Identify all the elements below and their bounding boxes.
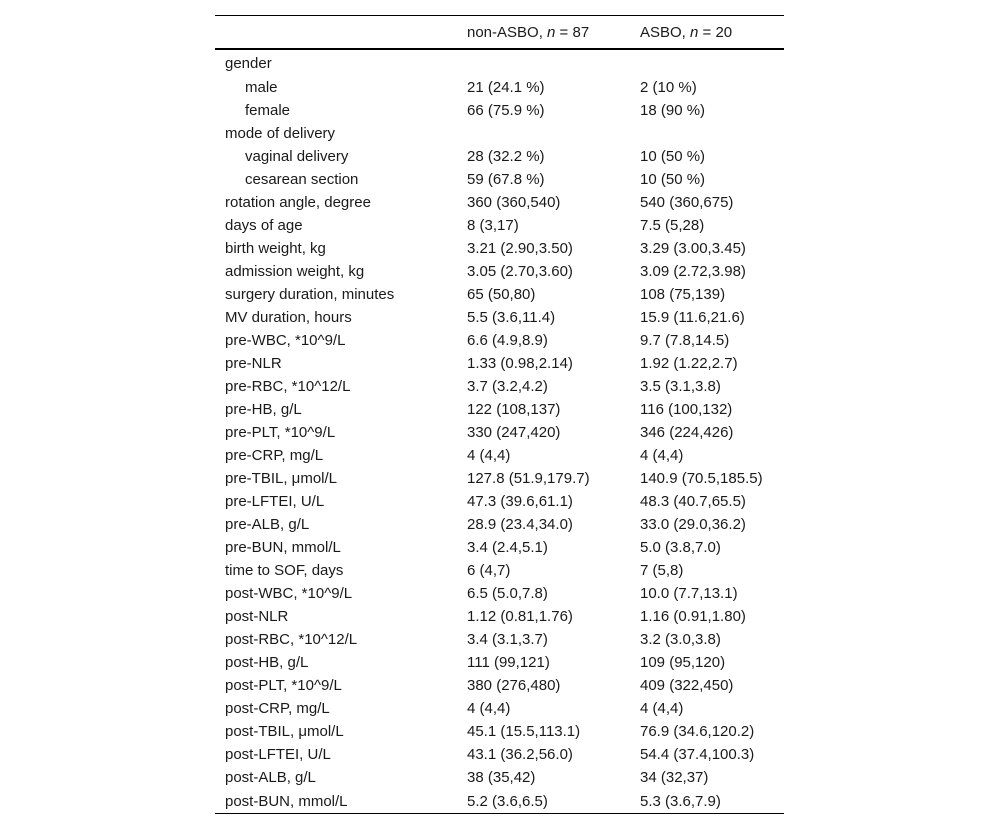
row-label: days of age — [225, 217, 303, 234]
asbo-value: 3.29 (3.00,3.45) — [640, 240, 746, 257]
header-non-asbo — [467, 16, 640, 50]
table-body — [215, 49, 784, 814]
table-row — [215, 168, 784, 191]
non-asbo-value: 5.2 (3.6,6.5) — [467, 789, 640, 814]
non-asbo-value: 65 (50,80) — [467, 286, 536, 303]
non-asbo-value: 3.4 (3.1,3.7) — [467, 631, 548, 648]
asbo-value: 4 (4,4) — [640, 700, 684, 717]
asbo-value: 7 (5,8) — [640, 562, 684, 579]
non-asbo-value: 3.4 (2.4,5.1) — [467, 539, 548, 556]
comparison-table-container — [215, 15, 784, 814]
asbo-value: 5.0 (3.8,7.0) — [640, 539, 721, 556]
non-asbo-value: 66 (75.9 %) — [467, 102, 545, 119]
table-row — [215, 490, 784, 513]
non-asbo-value: 1.33 (0.98,2.14) — [467, 355, 573, 372]
non-asbo-value: 8 (3,17) — [467, 217, 519, 234]
row-label: pre-WBC, *10^9/L — [225, 332, 346, 349]
non-asbo-value: 45.1 (15.5,113.1) — [467, 723, 581, 740]
table-row — [215, 99, 784, 122]
row-label: pre-ALB, g/L — [225, 516, 310, 533]
header-asbo — [640, 16, 784, 50]
table-row — [215, 444, 784, 467]
table-row — [215, 743, 784, 766]
asbo-value: 4 (4,4) — [640, 447, 684, 464]
header-asbo-count: = 20 — [698, 23, 733, 41]
row-label: post-LFTEI, U/L — [225, 746, 331, 763]
row-label: pre-LFTEI, U/L — [225, 493, 325, 510]
table-row — [215, 329, 784, 352]
asbo-value: 76.9 (34.6,120.2) — [640, 723, 755, 740]
asbo-value — [640, 49, 784, 76]
table-row — [215, 628, 784, 651]
row-label: time to SOF, days — [225, 562, 344, 579]
asbo-value: 54.4 (37.4,100.3) — [640, 746, 755, 763]
comparison-table — [215, 15, 784, 814]
header-asbo-prefix: ASBO, — [640, 23, 691, 41]
asbo-value: 116 (100,132) — [640, 401, 733, 418]
asbo-value — [640, 122, 784, 145]
table-row — [215, 214, 784, 237]
row-label: cesarean section — [245, 171, 359, 188]
non-asbo-value: 127.8 (51.9,179.7) — [467, 470, 590, 487]
row-label: post-NLR — [225, 608, 289, 625]
table-row — [215, 467, 784, 490]
row-label: pre-PLT, *10^9/L — [225, 424, 336, 441]
asbo-value: 10 (50 %) — [640, 148, 706, 165]
non-asbo-value — [467, 122, 640, 145]
asbo-value: 15.9 (11.6,21.6) — [640, 309, 745, 326]
asbo-value: 18 (90 %) — [640, 102, 706, 119]
asbo-value: 10 (50 %) — [640, 171, 706, 188]
table-row — [215, 651, 784, 674]
asbo-value: 109 (95,120) — [640, 654, 726, 671]
row-label: pre-CRP, mg/L — [225, 447, 324, 464]
asbo-value: 409 (322,450) — [640, 677, 734, 694]
row-label: pre-TBIL, μmol/L — [225, 470, 338, 487]
table-row — [215, 76, 784, 99]
table-row — [215, 398, 784, 421]
asbo-value: 34 (32,37) — [640, 769, 709, 786]
table-row — [215, 283, 784, 306]
non-asbo-value: 3.21 (2.90,3.50) — [467, 240, 573, 257]
row-label: post-ALB, g/L — [225, 769, 316, 786]
asbo-value: 48.3 (40.7,65.5) — [640, 493, 746, 510]
non-asbo-value — [467, 49, 640, 76]
row-label: post-WBC, *10^9/L — [225, 585, 353, 602]
table-row — [215, 605, 784, 628]
non-asbo-value: 28.9 (23.4,34.0) — [467, 516, 573, 533]
non-asbo-value: 21 (24.1 %) — [467, 79, 545, 96]
table-row — [215, 766, 784, 789]
table-row — [215, 421, 784, 444]
asbo-value: 3.5 (3.1,3.8) — [640, 378, 721, 395]
non-asbo-value: 28 (32.2 %) — [467, 148, 545, 165]
table-row — [215, 674, 784, 697]
row-label: post-PLT, *10^9/L — [225, 677, 342, 694]
row-label: birth weight, kg — [225, 240, 326, 257]
non-asbo-value: 3.05 (2.70,3.60) — [467, 263, 573, 280]
table-row — [215, 122, 784, 145]
non-asbo-value: 59 (67.8 %) — [467, 171, 545, 188]
row-label: mode of delivery — [225, 125, 336, 142]
row-label: pre-BUN, mmol/L — [225, 539, 341, 556]
asbo-value: 7.5 (5,28) — [640, 217, 705, 234]
table-row — [215, 352, 784, 375]
row-label: MV duration, hours — [225, 309, 352, 326]
non-asbo-value: 360 (360,540) — [467, 194, 561, 211]
non-asbo-value: 330 (247,420) — [467, 424, 561, 441]
asbo-value: 346 (224,426) — [640, 424, 734, 441]
row-label: post-TBIL, μmol/L — [225, 723, 344, 740]
asbo-value: 1.92 (1.22,2.7) — [640, 355, 738, 372]
header-asbo-n: n — [690, 23, 699, 41]
non-asbo-value: 111 (99,121) — [467, 654, 550, 671]
non-asbo-value: 6.5 (5.0,7.8) — [467, 585, 548, 602]
table-row — [215, 582, 784, 605]
table-row — [215, 513, 784, 536]
table-row — [215, 697, 784, 720]
non-asbo-value: 4 (4,4) — [467, 700, 511, 717]
non-asbo-value: 6.6 (4.9,8.9) — [467, 332, 548, 349]
asbo-value: 540 (360,675) — [640, 194, 734, 211]
non-asbo-value: 3.7 (3.2,4.2) — [467, 378, 548, 395]
non-asbo-value: 38 (35,42) — [467, 769, 536, 786]
row-label: admission weight, kg — [225, 263, 365, 280]
asbo-value: 140.9 (70.5,185.5) — [640, 470, 763, 487]
row-label: vaginal delivery — [245, 148, 349, 165]
table-row — [215, 145, 784, 168]
header-non-asbo-n: n — [547, 23, 556, 41]
row-label: gender — [225, 54, 272, 72]
row-label: pre-RBC, *10^12/L — [225, 378, 351, 395]
non-asbo-value: 5.5 (3.6,11.4) — [467, 309, 556, 326]
row-label: post-HB, g/L — [225, 654, 309, 671]
row-label: female — [245, 102, 291, 119]
non-asbo-value: 6 (4,7) — [467, 562, 511, 579]
asbo-value: 10.0 (7.7,13.1) — [640, 585, 738, 602]
asbo-value: 108 (75,139) — [640, 286, 726, 303]
table-row — [215, 49, 784, 76]
table-row — [215, 720, 784, 743]
non-asbo-value: 4 (4,4) — [467, 447, 511, 464]
table-row — [215, 559, 784, 582]
row-label: post-BUN, mmol/L — [215, 789, 467, 814]
asbo-value: 3.09 (2.72,3.98) — [640, 263, 746, 280]
asbo-value: 3.2 (3.0,3.8) — [640, 631, 721, 648]
table-row — [215, 191, 784, 214]
header-row — [215, 16, 784, 50]
header-non-asbo-count: = 87 — [555, 23, 590, 41]
row-label: surgery duration, minutes — [225, 286, 395, 303]
non-asbo-value: 47.3 (39.6,61.1) — [467, 493, 573, 510]
row-label: pre-NLR — [225, 355, 282, 372]
table-row — [215, 260, 784, 283]
table-row — [215, 306, 784, 329]
non-asbo-value: 380 (276,480) — [467, 677, 561, 694]
table-row — [215, 789, 784, 814]
table-row — [215, 536, 784, 559]
header-label-cell — [215, 16, 467, 50]
table-header — [215, 16, 784, 50]
row-label: post-CRP, mg/L — [225, 700, 330, 717]
row-label: pre-HB, g/L — [225, 401, 302, 418]
non-asbo-value: 1.12 (0.81,1.76) — [467, 608, 573, 625]
row-label: rotation angle, degree — [225, 194, 371, 211]
row-label: post-RBC, *10^12/L — [225, 631, 358, 648]
row-label: male — [245, 79, 278, 96]
table-row — [215, 375, 784, 398]
asbo-value: 9.7 (7.8,14.5) — [640, 332, 730, 349]
non-asbo-value: 43.1 (36.2,56.0) — [467, 746, 573, 763]
asbo-value: 1.16 (0.91,1.80) — [640, 608, 746, 625]
asbo-value: 33.0 (29.0,36.2) — [640, 516, 746, 533]
table-row — [215, 237, 784, 260]
asbo-value: 5.3 (3.6,7.9) — [640, 789, 784, 814]
header-non-asbo-prefix: non-ASBO, — [467, 23, 548, 41]
asbo-value: 2 (10 %) — [640, 79, 697, 96]
non-asbo-value: 122 (108,137) — [467, 401, 561, 418]
